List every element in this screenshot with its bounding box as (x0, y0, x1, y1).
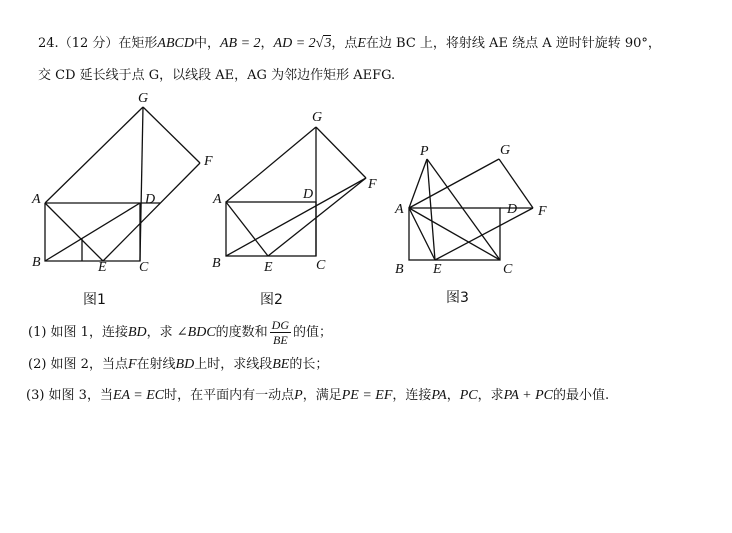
fig2-label-g: G (312, 110, 323, 125)
fig1-gf (143, 107, 200, 163)
q2-bd: BD (175, 357, 195, 372)
q3-p: P (294, 388, 303, 403)
fraction-numerator: DG (271, 318, 290, 332)
text: 在边 BC 上，将射线 AE 绕点 A 逆时针旋转 90°， (365, 36, 661, 51)
figure-3 (390, 135, 560, 275)
q1-fraction (270, 318, 291, 347)
fig3-pe (427, 159, 435, 260)
q2-be: BE (272, 357, 290, 372)
fig3-label-b: B (395, 262, 404, 275)
text: 在矩形 (118, 36, 158, 51)
q3-pe-ef: PE = EF (341, 388, 393, 403)
caption-fig-1: 图1 (83, 292, 106, 308)
fig2-label-b: B (212, 256, 221, 271)
question-3 (26, 384, 609, 404)
fig3-label-e: E (433, 262, 442, 275)
fig2-label-e: E (264, 260, 273, 275)
text: 的度数和 (215, 325, 268, 340)
question-1 (28, 318, 332, 347)
text: 的最小值. (553, 388, 610, 403)
fig1-label-d: D (145, 192, 156, 207)
fraction-denominator: BE (273, 333, 288, 347)
fig3-label-f: F (538, 204, 547, 219)
text: ，求 (477, 388, 504, 403)
fig3-ef (435, 208, 533, 260)
text: 在射线 (136, 357, 176, 372)
fig3-label-c: C (503, 262, 513, 275)
fig2-label-c: C (316, 258, 326, 273)
ad-root: 3 (324, 36, 332, 51)
text: 中， (193, 36, 220, 51)
question-2 (28, 353, 328, 373)
q3-ea-ec: EA = EC (112, 388, 165, 403)
q1-angle: BDC (187, 325, 216, 340)
fig1-gc (140, 107, 143, 261)
text: ， (260, 36, 274, 51)
fig1-label-f: F (204, 154, 213, 169)
text: 时，在平面内有一动点 (164, 388, 295, 403)
fig1-ef (103, 163, 200, 261)
fig3-pa (409, 159, 427, 208)
q3-sum: PA + PC (503, 388, 554, 403)
text: ，连接 (392, 388, 432, 403)
figure-2 (208, 105, 388, 275)
fig2-ae (226, 202, 268, 256)
q2-f: F (127, 357, 137, 372)
fig1-label-g: G (138, 91, 149, 106)
point-e: E (357, 36, 366, 51)
q3-pc: PC (459, 388, 478, 403)
fig3-label-p: P (420, 144, 429, 159)
fig2-ef (268, 178, 366, 256)
problem-line-1 (38, 32, 661, 52)
text: (3) 如图 3，当 (26, 388, 113, 403)
text: (1) 如图 1，连接 (28, 325, 128, 340)
rect-name: ABCD (157, 36, 194, 51)
text: ， (446, 388, 460, 403)
fig2-label-d: D (303, 187, 314, 202)
ad-prefix: AD = 2 (273, 36, 316, 51)
text: 上时，求线段 (194, 357, 273, 372)
text: (2) 如图 2，当点 (28, 357, 128, 372)
fig3-gf (499, 159, 533, 208)
caption-fig-2: 图2 (260, 292, 283, 308)
problem-score: （12 分） (58, 36, 119, 51)
text: 的值； (293, 325, 333, 340)
fig1-label-b: B (32, 255, 41, 270)
fig3-label-d: D (507, 202, 518, 217)
q1-bd: BD (127, 325, 147, 340)
fig1-bd (45, 203, 140, 261)
text: ，求 ∠ (146, 325, 188, 340)
ab-value: AB = 2 (219, 36, 261, 51)
problem-number: 24. (38, 36, 59, 51)
figure-1 (28, 85, 228, 275)
ad-value: AD = 2√3 (273, 36, 332, 51)
q3-pa: PA (431, 388, 447, 403)
fig3-ag (409, 159, 499, 208)
fig1-label-e: E (98, 260, 107, 275)
fig1-ae (45, 203, 103, 261)
fig1-label-a: A (32, 192, 41, 207)
caption-fig-3: 图3 (446, 290, 469, 306)
fig2-gf (316, 127, 366, 178)
fig3-label-a: A (395, 202, 404, 217)
problem-line-2: 交 CD 延长线于点 G，以线段 AE，AG 为邻边作矩形 AEFG. (38, 68, 396, 83)
fig2-label-a: A (213, 192, 222, 207)
text: ，点 (331, 36, 358, 51)
text: ，满足 (302, 388, 342, 403)
text: 的长； (289, 357, 329, 372)
fig2-bf (226, 178, 366, 256)
fig3-label-g: G (500, 143, 511, 158)
fig1-ag (45, 107, 143, 203)
fig2-label-f: F (368, 177, 377, 192)
fig1-label-c: C (139, 260, 149, 275)
